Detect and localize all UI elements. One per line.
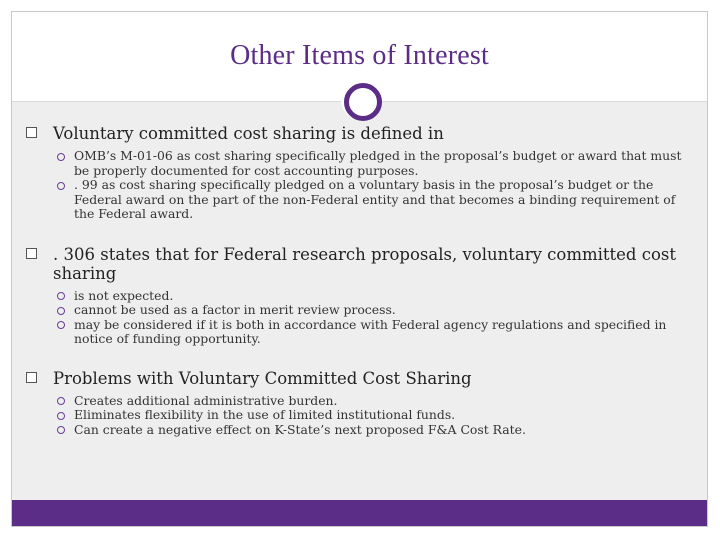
list-item xyxy=(24,178,696,222)
circle-bullet-icon xyxy=(57,153,65,161)
section-heading-text: Voluntary committed cost sharing is defined in xyxy=(53,124,444,143)
list-item-text: is not expected. xyxy=(74,287,174,303)
list-item-text: Eliminates flexibility in the use of limited institutional funds. xyxy=(74,407,456,422)
bullet-list xyxy=(24,394,696,438)
list-item xyxy=(24,423,696,438)
section-heading-text: Problems with Voluntary Committed Cost Sharing xyxy=(53,368,472,388)
circle-bullet-icon xyxy=(57,182,65,190)
list-item xyxy=(24,318,696,347)
slide-body xyxy=(24,124,696,437)
slide-title: Other Items of Interest xyxy=(230,40,489,71)
list-item xyxy=(24,408,696,423)
bullet-list xyxy=(24,149,696,222)
circle-bullet-icon xyxy=(57,307,65,315)
list-item-text: OMB’s M-01-06 as cost sharing specifically pledged in the proposal’s budget or award that must be properly documented for cost accounting purposes. xyxy=(74,148,682,178)
list-item xyxy=(24,303,696,318)
square-bullet-icon xyxy=(26,248,37,259)
bullet-list xyxy=(24,289,696,347)
list-item xyxy=(24,394,696,409)
list-item-text: Can create a negative effect on K-State’s next proposed F&A Cost Rate. xyxy=(74,421,526,437)
section-heading xyxy=(24,245,696,283)
footer-bar xyxy=(12,500,707,526)
section-heading xyxy=(24,369,696,388)
list-item-text: cannot be used as a factor in merit review process. xyxy=(74,302,396,317)
circle-bullet-icon xyxy=(57,397,65,405)
square-bullet-icon xyxy=(26,127,37,138)
list-item-text: may be considered if it is both in accordance with Federal agency regulations and specified in notice of funding opportunity. xyxy=(74,316,667,346)
slide xyxy=(11,11,708,527)
section-306-states xyxy=(24,245,696,347)
list-item xyxy=(24,289,696,304)
circle-bullet-icon xyxy=(57,412,65,420)
section-heading-text: . 306 states that for Federal research proposals, voluntary committed cost sharing xyxy=(53,244,676,283)
list-item-text: Creates additional administrative burden. xyxy=(74,392,338,408)
circle-bullet-icon xyxy=(57,292,65,300)
circle-bullet-icon xyxy=(57,321,65,329)
circle-bullet-icon xyxy=(57,426,65,434)
circle-ring-icon xyxy=(344,83,382,121)
section-voluntary-cost-sharing xyxy=(24,124,696,222)
square-bullet-icon xyxy=(26,372,37,383)
list-item xyxy=(24,149,696,178)
list-item-text: . 99 as cost sharing specifically pledged on a voluntary basis in the proposal’s budget or the Federal award on the part of the non-Federal entity and that becomes a binding requirement of the Federal award. xyxy=(74,177,676,221)
section-problems xyxy=(24,369,696,438)
section-heading xyxy=(24,124,696,143)
